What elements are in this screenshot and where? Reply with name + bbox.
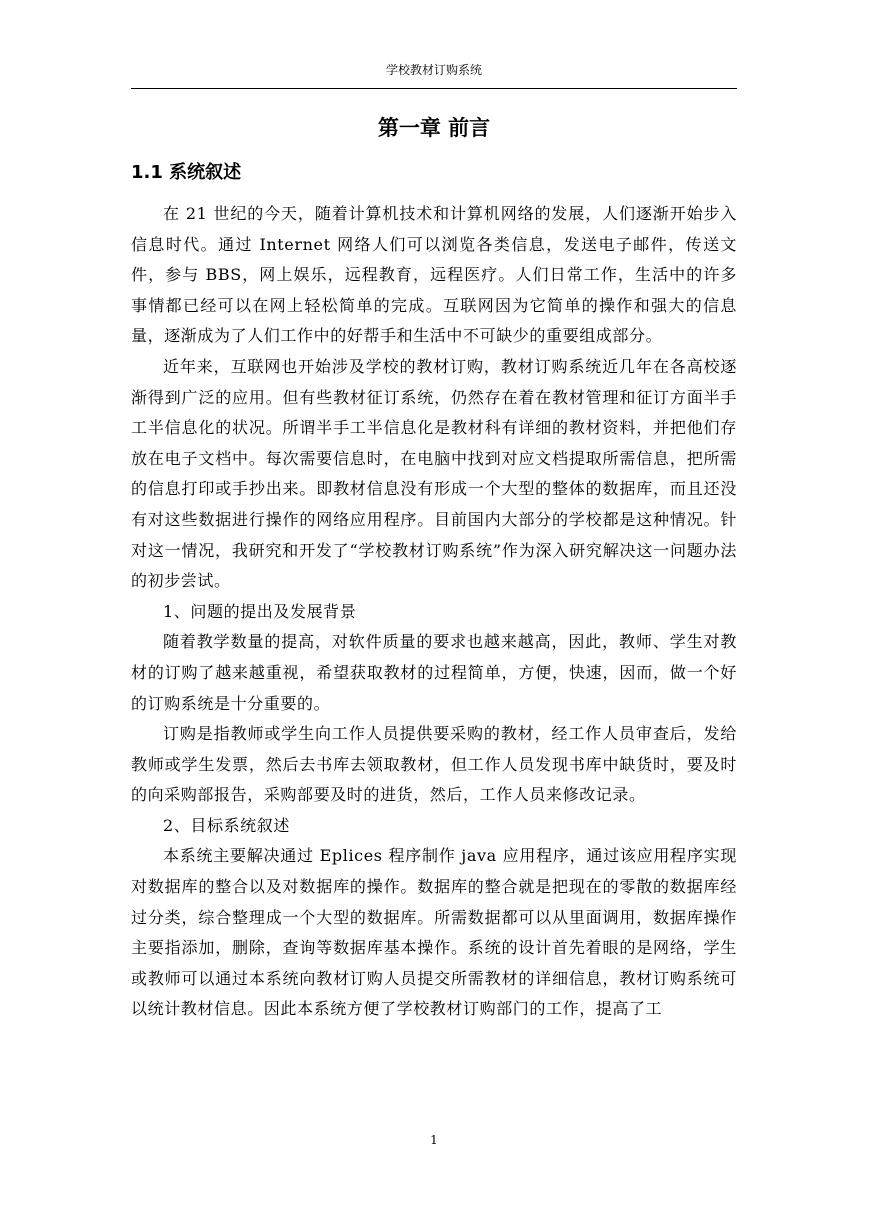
paragraph-problem: 随着教学数量的提高，对软件质量的要求也越来越高，因此，教师、学生对教材的订购了越来越重视，希望获取教材的过程简单，方便，快速，因而，做一个好的订购系统是十分重要的。 xyxy=(131,632,737,713)
subheading-problem: 1、问题的提出及发展背景 xyxy=(163,601,357,621)
page-number: 1 xyxy=(430,1133,438,1147)
running-header: 学校教材订购系统 xyxy=(385,63,482,77)
subheading-target-system: 2、目标系统叙述 xyxy=(163,815,290,835)
paragraph-background: 近年来，互联网也开始涉及学校的教材订购，教材订购系统近几年在各高校逐渐得到广泛的应用。但有些教材征订系统，仍然存在着在教材管理和征订方面半手工半信息化的状况。所谓半手工半信息化是教材科有详细的教材资料，并把他们存放在电子文档中。每次需要信息时，在电脑中找到对应文档提取所需信息，把所需的信息打印或手抄出来。即教材信息没有形成一个大型的整体的数据库，而且还没有对这些数据进行操作的网络应用程序。目前国内大部分的学校都是这种情况。针对这一情况，我研究和开发了“学校教材订购系统”作为深入研究解决这一问题办法的初步尝试。 xyxy=(131,356,737,591)
document-page xyxy=(131,0,737,1228)
chapter-title: 第一章 前言 xyxy=(377,116,491,140)
section-title: 1.1 系统叙述 xyxy=(131,162,242,183)
paragraph-ordering: 订购是指教师或学生向工作人员提供要采购的教材，经工作人员审查后，发给教师或学生发票，然后去书库去领取教材，但工作人员发现书库中缺货时，要及时的向采购部报告，采购部要及时的进货，然后，工作人员来修改记录。 xyxy=(131,724,737,805)
header-rule xyxy=(131,88,737,89)
paragraph-intro: 在 21 世纪的今天，随着计算机技术和计算机网络的发展，人们逐渐开始步入信息时代。通过 Internet 网络人们可以浏览各类信息，发送电子邮件，传送文件，参与 BBS，网上娱乐，远程教育，远程医疗。人们日常工作，生活中的许多事情都已经可以在网上轻松简单的完成。互联网因为它简单的操作和强大的信息量，逐渐成为了人们工作中的好帮手和生活中不可缺少的重要组成部分。 xyxy=(131,204,737,346)
paragraph-target-system: 本系统主要解决通过 Eplices 程序制作 java 应用程序，通过该应用程序实现对数据库的整合以及对数据库的操作。数据库的整合就是把现在的零散的数据库经过分类，综合整理成一个大型的数据库。所需数据都可以从里面调用，数据库操作主要指添加，删除，查询等数据库基本操作。系统的设计首先着眼的是网络，学生或教师可以通过本系统向教材订购人员提交所需教材的详细信息，教材订购系统可以统计教材信息。因此本系统方便了学校教材订购部门的工作，提高了工 xyxy=(131,846,737,1019)
body-text xyxy=(131,199,737,1025)
